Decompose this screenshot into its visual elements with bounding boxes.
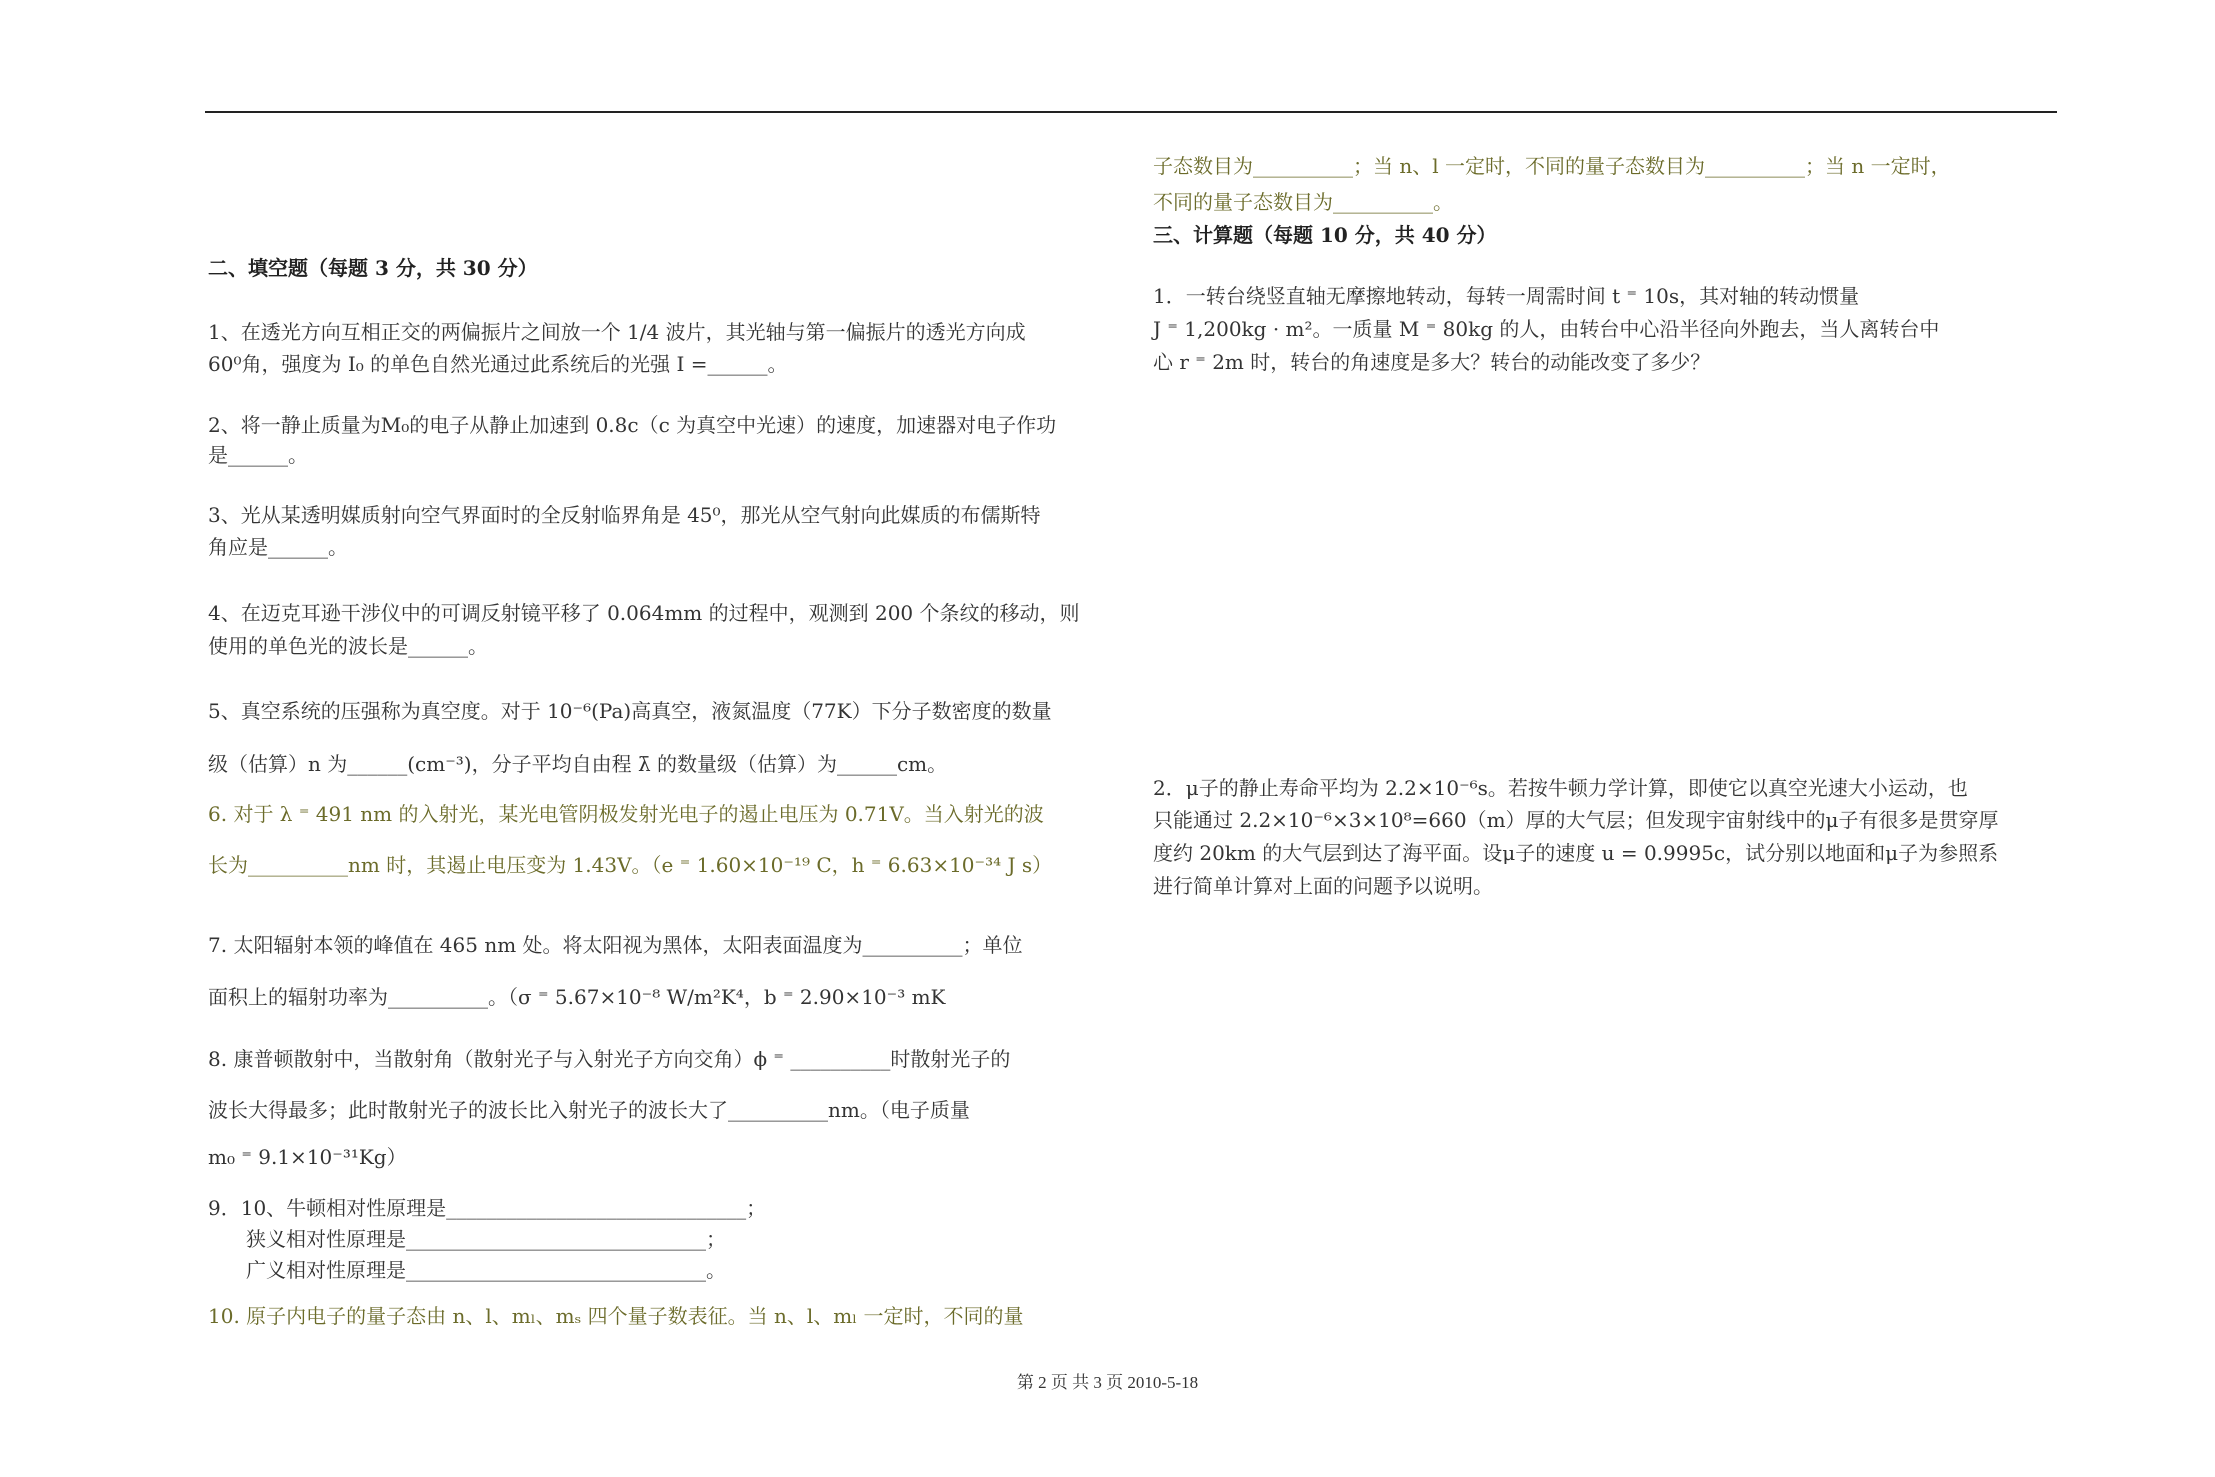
question-2-line-1: 2、将一静止质量为M₀的电子从静止加速到 0.8c（c 为真空中光速）的速度，加速器对电子作功 <box>208 413 1057 437</box>
question-7-line-2: 面积上的辐射功率为__________。（σ ⁼ 5.67×10⁻⁸ W/m²K⁴，b ⁼ 2.90×10⁻³ mK <box>208 985 946 1009</box>
header-rule <box>205 111 2057 113</box>
question-10-continued-line-2: 不同的量子态数目为__________。 <box>1153 190 1453 214</box>
question-4-line-2: 使用的单色光的波长是______。 <box>208 634 488 658</box>
problem-2-line-1: 2．μ子的静止寿命平均为 2.2×10⁻⁶s。若按牛顿力学计算，即使它以真空光速大小运动，也 <box>1153 776 1968 800</box>
question-6-line-2: 长为__________nm 时，其遏止电压变为 1.43V。（e ⁼ 1.60×10⁻¹⁹ C，h ⁼ 6.63×10⁻³⁴ J s） <box>208 853 1053 877</box>
question-8-line-2: 波长大得最多；此时散射光子的波长比入射光子的波长大了__________nm。（电子质量 <box>208 1098 970 1122</box>
question-1-line-2: 60⁰角，强度为 I₀ 的单色自然光通过此系统后的光强 I =______。 <box>208 352 788 376</box>
question-8-line-1: 8. 康普顿散射中，当散射角（散射光子与入射光子方向交角）ϕ ⁼ __________时散射光子的 <box>208 1047 1011 1071</box>
question-3-line-1: 3、光从某透明媒质射向空气界面时的全反射临界角是 45⁰，那光从空气射向此媒质的布儒斯特 <box>208 503 1041 527</box>
question-6-line-1: 6. 对于 λ ⁼ 491 nm 的入射光，某光电管阴极发射光电子的遏止电压为 0.71V。当入射光的波 <box>208 802 1044 826</box>
problem-1-line-2: J ⁼ 1,200kg · m²。一质量 M ⁼ 80kg 的人，由转台中心沿半径向外跑去，当人离转台中 <box>1153 317 1940 341</box>
question-9-line-2: 狭义相对性原理是______________________________； <box>246 1227 726 1251</box>
question-9-line-1: 9．10、牛顿相对性原理是______________________________； <box>208 1196 767 1220</box>
problem-2-line-3: 度约 20km 的大气层到达了海平面。设μ子的速度 u = 0.9995c，试分别以地面和μ子为参照系 <box>1153 841 1999 865</box>
problem-2-line-4: 进行简单计算对上面的问题予以说明。 <box>1153 874 1493 898</box>
question-9-line-3: 广义相对性原理是______________________________。 <box>246 1258 726 1282</box>
question-3-line-2: 角应是______。 <box>208 535 348 559</box>
page-footer: 第 2 页 共 3 页 2010-5-18 <box>1016 1373 1199 1392</box>
question-1-line-1: 1、在透光方向互相正交的两偏振片之间放一个 1/4 波片，其光轴与第一偏振片的透光方向成 <box>208 320 1026 344</box>
question-2-line-2: 是______。 <box>208 443 308 467</box>
question-10-continued-line-1: 子态数目为__________；当 n、l 一定时，不同的量子态数目为__________；当 n 一定时， <box>1153 154 1951 178</box>
question-10-line-1: 10. 原子内电子的量子态由 n、l、mₗ、mₛ 四个量子数表征。当 n、l、mₗ 一定时，不同的量 <box>208 1304 1024 1328</box>
question-5-line-1: 5、真空系统的压强称为真空度。对于 10⁻⁶(Pa)高真空，液氮温度（77K）下分子数密度的数量 <box>208 699 1052 723</box>
problem-1-line-1: 1．一转台绕竖直轴无摩擦地转动，每转一周需时间 t ⁼ 10s，其对轴的转动惯量 <box>1153 284 1860 308</box>
fill-in-section-title: 二、填空题（每题 3 分，共 30 分） <box>208 256 538 280</box>
question-7-line-1: 7. 太阳辐射本领的峰值在 465 nm 处。将太阳视为黑体，太阳表面温度为__________；单位 <box>208 933 1023 957</box>
problem-1-line-3: 心 r ⁼ 2m 时，转台的角速度是多大？转台的动能改变了多少？ <box>1153 350 1711 374</box>
question-5-line-2: 级（估算）n 为______(cm⁻³)，分子平均自由程 λ̄ 的数量级（估算）为______cm。 <box>208 752 948 776</box>
question-8-line-3: m₀ ⁼ 9.1×10⁻³¹Kg） <box>208 1145 407 1169</box>
problem-2-line-2: 只能通过 2.2×10⁻⁶×3×10⁸=660（m）厚的大气层；但发现宇宙射线中的μ子有很多是贯穿厚 <box>1153 808 1999 832</box>
calculation-section-title: 三、计算题（每题 10 分，共 40 分） <box>1153 223 1497 247</box>
question-4-line-1: 4、在迈克耳逊干涉仪中的可调反射镜平移了 0.064mm 的过程中，观测到 200 个条纹的移动，则 <box>208 601 1080 625</box>
